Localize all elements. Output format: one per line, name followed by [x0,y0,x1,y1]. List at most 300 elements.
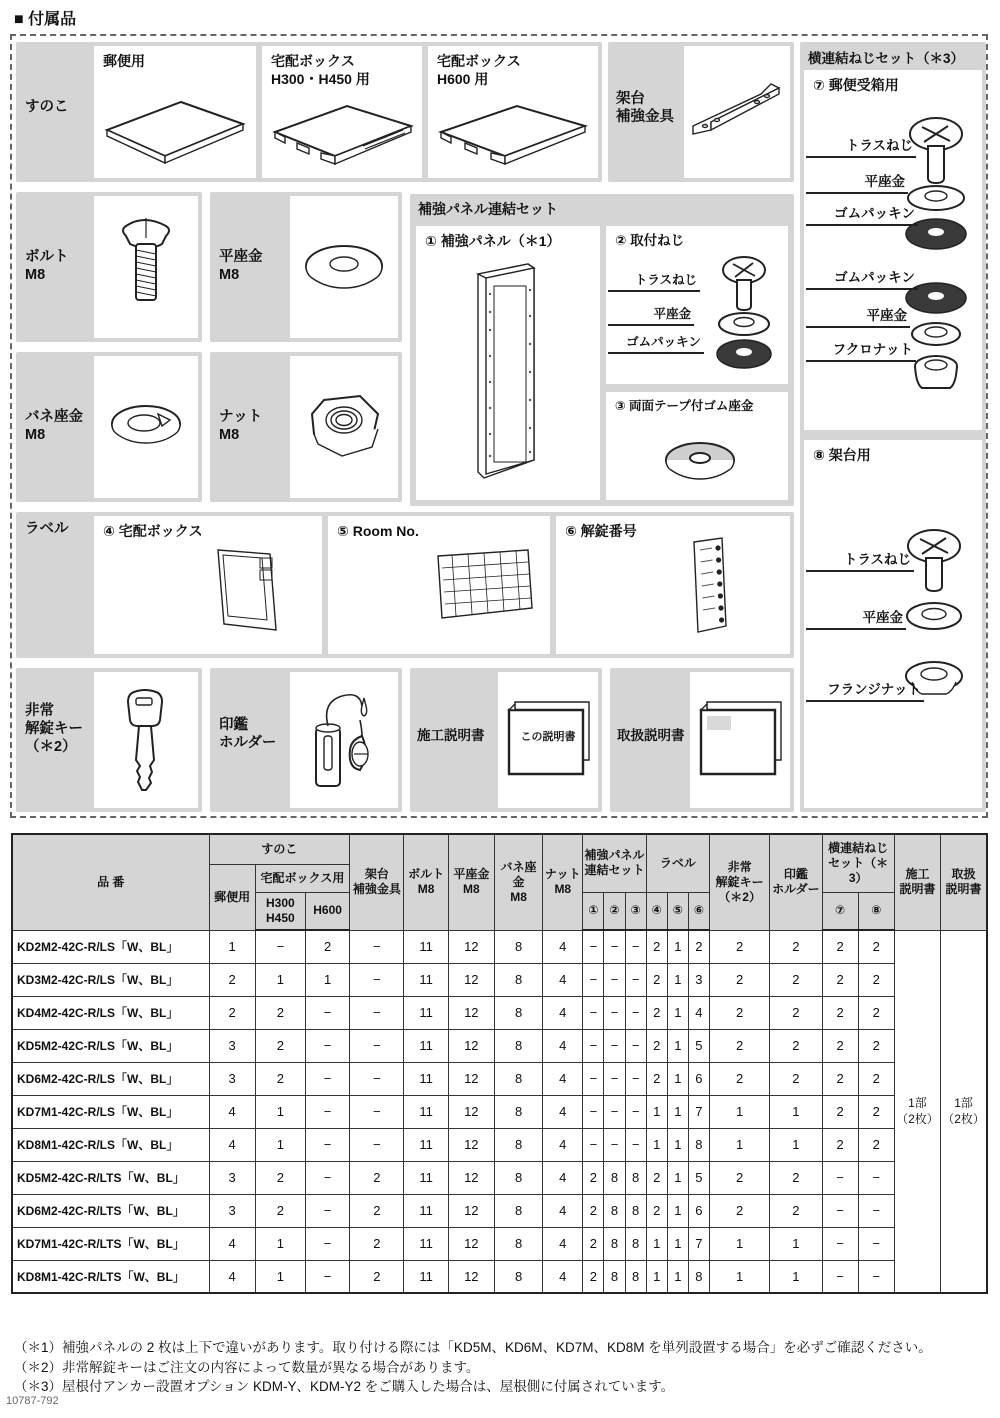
qty-cell: − [350,1062,404,1095]
qty-cell: − [625,930,646,963]
qty-cell: 8 [494,1260,542,1293]
qty-cell: 2 [858,1062,894,1095]
qty-cell: 2 [858,963,894,996]
key-icon [122,684,172,794]
room-number-grid-icon [428,546,538,626]
qty-cell: − [822,1194,858,1227]
qty-cell: 1 [770,1128,822,1161]
qty-cell: − [625,996,646,1029]
block-emergency-key [16,668,202,812]
qty-cell: 1 [667,930,688,963]
qty-cell: 2 [350,1194,404,1227]
qty-cell: 1 [770,1095,822,1128]
col-nut: ナット M8 [543,834,583,930]
qty-cell: 1 [709,1227,769,1260]
qty-cell: 1 [209,930,255,963]
qty-cell: − [604,1128,625,1161]
col-tori: 取扱 説明書 [941,834,987,930]
item-label: 宅配ボックス H600 用 [437,53,521,87]
qty-cell: 3 [688,963,709,996]
qty-cell: 2 [305,930,349,963]
qty-cell: 2 [255,1062,305,1095]
qty-cell: − [822,1260,858,1293]
qty-cell: 2 [858,996,894,1029]
col-yubin: 郵便用 [209,864,255,930]
qty-cell: 11 [404,963,448,996]
qty-cell: 4 [209,1260,255,1293]
qty-cell: 2 [770,1161,822,1194]
part-label: ゴムパッキン [806,266,918,290]
part-label: フクロナット [806,338,916,362]
user-manual-box [690,672,790,808]
flat-washer-icon [296,234,392,304]
qty-cell: − [822,1161,858,1194]
qty-cell: 2 [583,1194,604,1227]
qty-cell: 1 [255,1095,305,1128]
qty-cell: 2 [583,1161,604,1194]
bolt-icon [112,212,182,322]
table-row [12,1227,987,1260]
qty-cell: − [305,1062,349,1095]
qty-cell: 2 [822,1095,858,1128]
qty-cell: 12 [448,963,494,996]
table-row [12,1128,987,1161]
qty-cell: 4 [543,1161,583,1194]
qty-cell: − [625,1095,646,1128]
qty-cell: 8 [604,1194,625,1227]
qty-cell: − [858,1227,894,1260]
block-hirazagane [210,192,402,342]
qty-cell: 1 [667,1260,688,1293]
qty-cell: 2 [709,963,769,996]
col-c1: ① [583,892,604,930]
qty-cell: 1 [305,963,349,996]
qty-cell: − [822,1227,858,1260]
block-user-manual [610,668,794,812]
qty-cell: 1 [667,1161,688,1194]
qty-cell: 2 [822,996,858,1029]
item-label: ⑦ 郵便受箱用 [813,77,899,93]
col-hijo: 非常 解錠キー （＊2） [709,834,769,930]
part-label: 平座金 [806,170,908,194]
col-h300: H300 H450 [255,892,305,930]
qty-cell: − [625,963,646,996]
qty-cell: 1 [667,1029,688,1062]
part-label: フランジナット [806,678,924,702]
col-sekou: 施工 説明書 [894,834,940,930]
qty-cell: 1 [255,1227,305,1260]
qty-cell: 2 [209,996,255,1029]
part-number-cell: KD6M2-42C-R/LTS「W、BL」 [12,1194,209,1227]
qty-cell: 8 [625,1260,646,1293]
qty-cell: 1 [770,1260,822,1293]
qty-cell: − [583,930,604,963]
unlock-number-strip-icon [686,534,732,638]
col-takuhai-box: 宅配ボックス用 [255,864,349,892]
qty-cell: 4 [543,963,583,996]
exploded-screw-stack-icon [706,252,782,380]
page-title: ■ 付属品 [14,11,77,28]
table-row [12,1029,987,1062]
qty-cell: 2 [350,1260,404,1293]
qty-cell: 8 [604,1161,625,1194]
qty-cell: 2 [255,1029,305,1062]
item-label: ⑧ 架台用 [813,447,871,463]
qty-cell: 1 [255,1260,305,1293]
sunoko-mail-box [94,46,256,178]
qty-cell: 2 [255,996,305,1029]
nut-icon [302,388,386,466]
qty-cell: 2 [646,930,667,963]
part-label: ゴムパッキン [608,332,704,354]
qty-cell: 12 [448,1227,494,1260]
section-title: 横連結ねじセット（＊3） [808,51,965,66]
qty-cell: 1 [255,963,305,996]
qty-cell: 2 [646,963,667,996]
footnote-3: （＊3）屋根付アンカー設置オプション KDM-Y、KDM-Y2 をご購入した場合は、屋根側に付属されています。 [14,1379,675,1395]
document-id: 10787-792 [6,1395,59,1407]
qty-cell: 2 [770,1194,822,1227]
col-hinban: 品 番 [12,834,209,930]
install-manual-box [498,672,598,808]
qty-cell: 2 [709,1194,769,1227]
col-banezagane: バネ座金 M8 [494,834,542,930]
qty-cell: 8 [494,1029,542,1062]
part-number-cell: KD6M2-42C-R/LS「W、BL」 [12,1062,209,1095]
col-c7: ⑦ [822,892,858,930]
qty-cell: − [350,1128,404,1161]
qty-cell: 4 [543,996,583,1029]
qty-cell: 2 [770,996,822,1029]
block-seal-holder [210,668,402,812]
label4-box [94,516,322,654]
header-row-1 [12,834,987,864]
qty-cell: 8 [625,1161,646,1194]
qty-cell: 3 [209,1029,255,1062]
qty-cell: 11 [404,1095,448,1128]
qty-cell: 1 [709,1095,769,1128]
footnote-1: （＊1）補強パネルの 2 枚は上下で違いがあります。取り付ける際には「KD5M、KD6M、KD7M、KD8M を単列設置する場合」を必ずご確認ください。 [14,1340,932,1355]
qty-cell: 2 [646,996,667,1029]
qty-cell: 5 [688,1029,709,1062]
item-label: 宅配ボックス H300・H450 用 [271,53,370,87]
qty-cell: 12 [448,1194,494,1227]
qty-cell: 2 [209,963,255,996]
qty-cell: 6 [688,1062,709,1095]
table-row [12,963,987,996]
qty-cell: 11 [404,1227,448,1260]
qty-cell: 2 [822,1062,858,1095]
block-gadai-bracket [608,42,794,182]
block-label: バネ座金 M8 [25,409,83,444]
qty-cell: − [305,1227,349,1260]
qty-cell: 12 [448,996,494,1029]
qty-cell: 8 [494,1227,542,1260]
qty-cell: 1 [255,1128,305,1161]
qty-cell: 1 [667,1095,688,1128]
panel-box [416,226,600,500]
part-number-cell: KD3M2-42C-R/LS「W、BL」 [12,963,209,996]
block-label: 取扱説明書 [617,728,685,743]
qty-cell: 2 [583,1260,604,1293]
qty-cell: 1 [646,1260,667,1293]
qty-cell: 2 [770,1029,822,1062]
qty-cell: 4 [209,1227,255,1260]
item-label: ① 補強パネル（＊1） [425,233,561,249]
qty-cell: 4 [543,1095,583,1128]
qty-cell: 8 [494,1095,542,1128]
reinforce-panel-icon [464,260,554,490]
qty-cell: 1 [709,1128,769,1161]
part-number-cell: KD7M1-42C-R/LS「W、BL」 [12,1095,209,1128]
qty-cell: 4 [688,996,709,1029]
qty-cell: 8 [604,1260,625,1293]
qty-cell: 3 [209,1194,255,1227]
qty-cell: − [305,1029,349,1062]
table-row [12,1260,987,1293]
item-label: ④ 宅配ボックス [103,523,203,539]
qty-cell: 12 [448,1161,494,1194]
qty-cell: 4 [543,1227,583,1260]
qty-cell: 11 [404,996,448,1029]
part-label: 平座金 [806,304,910,328]
qty-cell: 2 [822,1029,858,1062]
qty-cell: 6 [688,1194,709,1227]
qty-cell: 1 [667,1194,688,1227]
qty-cell: 8 [494,1194,542,1227]
qty-cell: 2 [858,1095,894,1128]
qty-cell: 2 [709,996,769,1029]
qty-cell: 4 [543,1128,583,1161]
item-label: 郵便用 [103,53,145,69]
block-bolt [16,192,202,342]
parts-quantity-table [11,833,988,1294]
qty-cell: 8 [625,1194,646,1227]
table-row [12,1194,987,1227]
qty-cell: − [305,1161,349,1194]
block-label: すのこ [25,99,69,115]
rubber-washer-box [606,392,788,500]
qty-cell: 1 [646,1128,667,1161]
block-label: ラベル [25,521,69,537]
part-number-cell: KD4M2-42C-R/LS「W、BL」 [12,996,209,1029]
qty-cell: 2 [770,1062,822,1095]
qty-cell: 4 [209,1095,255,1128]
qty-cell: 2 [770,963,822,996]
qty-cell: 3 [209,1161,255,1194]
block-nut [210,352,402,502]
table-row [12,1062,987,1095]
yoko-sec8-box [804,440,982,808]
footnotes [14,1338,932,1397]
qty-cell: − [583,1029,604,1062]
angle-bracket-icon [687,78,787,148]
qty-cell: 2 [858,1128,894,1161]
col-gadai: 架台 補強金具 [350,834,404,930]
part-label: ゴムパッキン [806,202,918,226]
block-label: 施工説明書 [417,728,485,743]
qty-cell: 2 [822,1128,858,1161]
qty-cell: 8 [494,930,542,963]
qty-cell: 2 [709,930,769,963]
qty-cell: 2 [350,1161,404,1194]
qty-cell: 2 [822,930,858,963]
banezagane-box [94,356,198,498]
table-row [12,996,987,1029]
qty-cell: 11 [404,1062,448,1095]
block-label: ナット M8 [219,409,263,444]
qty-cell: 7 [688,1095,709,1128]
qty-cell: − [583,1095,604,1128]
label-sheet-icon [212,544,284,636]
qty-cell: 4 [543,1062,583,1095]
col-panel-set: 補強パネル 連結セット [583,834,646,892]
qty-cell: 8 [494,1062,542,1095]
qty-cell: 11 [404,1128,448,1161]
col-c5: ⑤ [667,892,688,930]
qty-cell: 12 [448,1029,494,1062]
col-bolt: ボルト M8 [404,834,448,930]
block-yoko-screw-set [800,42,986,812]
qty-cell: − [350,1095,404,1128]
qty-cell: 1 [667,1062,688,1095]
install-manual-qty-cell: 1部 （2枚） [894,930,940,1293]
block-install-manual [410,668,602,812]
qty-cell: − [858,1260,894,1293]
qty-cell: 2 [646,1194,667,1227]
qty-cell: − [350,963,404,996]
qty-cell: 1 [709,1260,769,1293]
qty-cell: 8 [688,1260,709,1293]
qty-cell: 2 [709,1062,769,1095]
qty-cell: 12 [448,1062,494,1095]
col-yoko: 横連結ねじ セット（＊3） [822,834,894,892]
qty-cell: − [604,1095,625,1128]
qty-cell: − [305,1095,349,1128]
qty-cell: − [625,1128,646,1161]
col-c2: ② [604,892,625,930]
qty-cell: 2 [646,1161,667,1194]
col-c3: ③ [625,892,646,930]
qty-cell: 8 [625,1227,646,1260]
gadai-bracket-box [684,46,790,178]
qty-cell: − [305,1128,349,1161]
part-number-cell: KD8M1-42C-R/LTS「W、BL」 [12,1260,209,1293]
qty-cell: 2 [255,1194,305,1227]
part-label: トラスねじ [608,270,700,292]
qty-cell: 11 [404,1161,448,1194]
qty-cell: − [350,930,404,963]
col-c8: ⑧ [858,892,894,930]
qty-cell: − [625,1062,646,1095]
qty-cell: − [583,1128,604,1161]
qty-cell: 2 [858,930,894,963]
qty-cell: 11 [404,1194,448,1227]
user-manual-qty-cell: 1部 （2枚） [941,930,987,1293]
this-manual-note: この説明書 [520,731,576,743]
qty-cell: − [604,1062,625,1095]
part-number-cell: KD2M2-42C-R/LS「W、BL」 [12,930,209,963]
qty-cell: 1 [646,1227,667,1260]
notched-board-icon [433,98,591,174]
col-h600: H600 [305,892,349,930]
qty-cell: − [583,1062,604,1095]
qty-cell: 2 [350,1227,404,1260]
col-c4: ④ [646,892,667,930]
section-title: 補強パネル連結セット [418,201,558,217]
seal-holder-box [290,672,398,808]
block-panel-set [410,194,794,506]
item-label: ② 取付ねじ [615,233,685,248]
col-inkan: 印鑑 ホルダー [770,834,822,930]
qty-cell: 8 [494,996,542,1029]
qty-cell: − [350,996,404,1029]
footnote-2: （＊2）非常解錠キーはご注文の内容によって数量が異なる場合があります。 [14,1359,480,1375]
qty-cell: 7 [688,1227,709,1260]
qty-cell: 1 [667,1227,688,1260]
qty-cell: − [604,1029,625,1062]
block-label: 平座金 M8 [219,249,263,284]
qty-cell: 1 [646,1095,667,1128]
hirazagane-box [290,196,398,338]
block-label: 架台 補強金具 [616,91,674,126]
sunoko-h300-box [262,46,422,178]
block-label: 印鑑 ホルダー [219,717,277,752]
item-label: ⑥ 解錠番号 [565,523,637,539]
yoko-sec7-box [804,70,982,430]
block-banezagane [16,352,202,502]
qty-cell: 3 [209,1062,255,1095]
col-sunoko: すのこ [209,834,350,864]
spring-washer-icon [100,396,192,460]
part-number-cell: KD7M1-42C-R/LTS「W、BL」 [12,1227,209,1260]
part-number-cell: KD8M1-42C-R/LS「W、BL」 [12,1128,209,1161]
part-number-cell: KD5M2-42C-R/LS「W、BL」 [12,1029,209,1062]
item-label: ③ 両面テープ付ゴム座金 [615,399,754,413]
qty-cell: 1 [770,1227,822,1260]
qty-cell: 2 [255,1161,305,1194]
part-label: トラスねじ [806,134,916,158]
table-row [12,1095,987,1128]
qty-cell: 2 [583,1227,604,1260]
qty-cell: 8 [688,1128,709,1161]
qty-cell: − [604,930,625,963]
qty-cell: − [604,996,625,1029]
col-c6: ⑥ [688,892,709,930]
mounting-screw-box [606,226,788,384]
qty-cell: − [255,930,305,963]
qty-cell: − [305,996,349,1029]
qty-cell: 1 [667,996,688,1029]
qty-cell: 4 [543,1260,583,1293]
notched-board-icon [267,98,417,174]
emergency-key-box [94,672,198,808]
block-sunoko [16,42,602,182]
nut-box [290,356,398,498]
qty-cell: − [305,1194,349,1227]
label6-box [556,516,790,654]
qty-cell: 12 [448,1260,494,1293]
qty-cell: 4 [209,1128,255,1161]
qty-cell: 1 [667,963,688,996]
qty-cell: 12 [448,1095,494,1128]
part-label: 平座金 [608,304,694,326]
qty-cell: 2 [858,1029,894,1062]
qty-cell: 2 [709,1161,769,1194]
qty-cell: 11 [404,1260,448,1293]
qty-cell: 8 [604,1227,625,1260]
col-label: ラベル [646,834,709,892]
